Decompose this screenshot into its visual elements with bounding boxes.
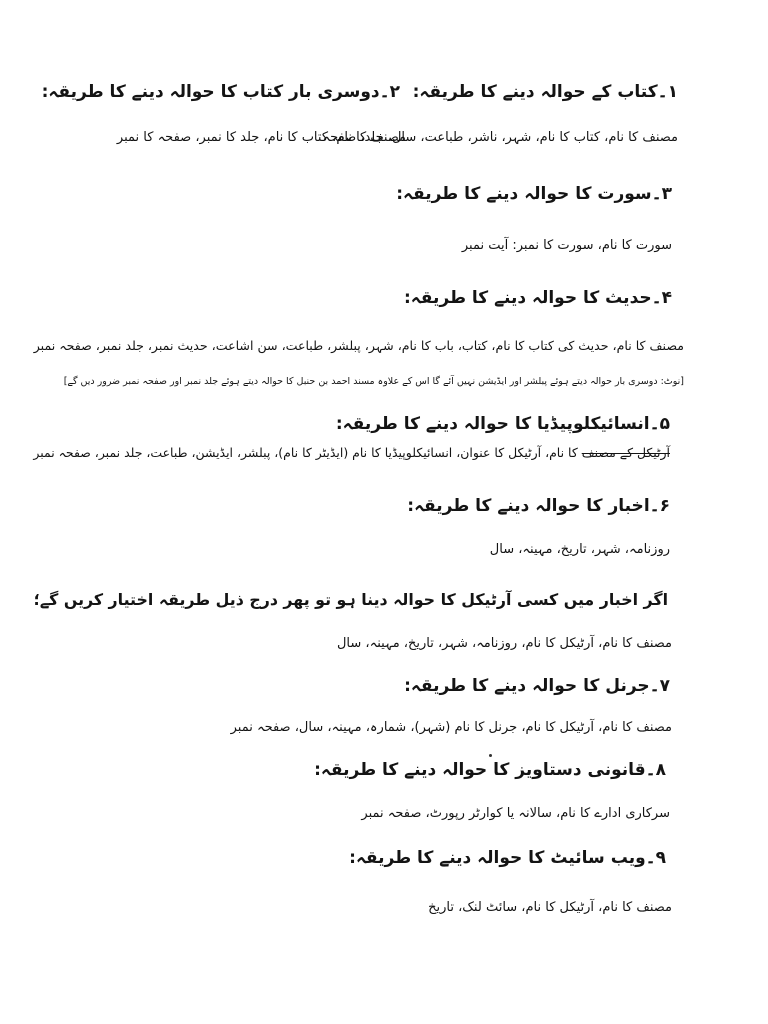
heading-hadith-citation: ۴۔حدیث کا حوالہ دینے کا طریقہ: (404, 288, 672, 308)
encyclopedia-citation-line (33, 446, 670, 461)
legal-document-citation-format: سرکاری ادارے کا نام، سالانہ یا کوارٹر رپورٹ، صفحہ نمبر (361, 806, 670, 821)
journal-citation-format: مصنف کا نام، آرٹیکل کا نام، جرنل کا نام (شہر)، شمارہ، مہینہ، سال، صفحہ نمبر (230, 720, 672, 735)
struck-text: آرٹیکل کے مصنف (581, 445, 670, 460)
encyclopedia-citation-format: کا نام، آرٹیکل کا عنوان، انسائیکلوپیڈیا کا نام (ایڈیٹر کا نام)، پبلشر، ایڈیشن، طباعت، جلد نمبر، صفحہ نمبر (33, 445, 578, 460)
heading-legal-document-citation: ۸۔قانونی دستاویز کا حوالہ دینے کا طریقہ: (314, 760, 666, 780)
heading-website-citation: ۹۔ویب سائیٹ کا حوالہ دینے کا طریقہ: (349, 848, 666, 868)
heading-journal-citation: ۷۔جرنل کا حوالہ دینے کا طریقہ: (404, 676, 670, 696)
book-citation-format: مصنف کا نام، کتاب کا نام، شہر، ناشر، طباعت، سال، جلد، صفحہ (322, 130, 678, 145)
hadith-note: [نوٹ: دوسری بار حوالہ دیتے ہوئے پبلشر اور ایڈیشن نہیں آئے گا اس کے علاوہ مسند احمد بن حنبل کا حوالہ دیتے ہوئے جلد نمبر اور صفحہ نمبر ضرور دیں گے] (63, 376, 684, 387)
heading-newspaper-citation: ۶۔اخبار کا حوالہ دینے کا طریقہ: (407, 496, 670, 516)
heading-book-citation: ۱۔کتاب کے حوالہ دینے کا طریقہ: (412, 82, 678, 102)
heading-encyclopedia-citation: ۵۔انسائیکلوپیڈیا کا حوالہ دینے کا طریقہ: (335, 414, 670, 434)
website-citation-format: مصنف کا نام، آرٹیکل کا نام، سائٹ لنک، تاریخ (428, 900, 672, 915)
heading-newspaper-article-citation: اگر اخبار میں کسی آرٹیکل کا حوالہ دینا ہو تو پھر درج ذیل طریقہ اختیار کریں گے؛ (33, 590, 668, 609)
heading-repeat-book-citation: ۲۔دوسری بار کتاب کا حوالہ دینے کا طریقہ: (41, 82, 400, 102)
newspaper-citation-format: روزنامہ، شہر، تاریخ، مہینہ، سال (489, 542, 670, 557)
newspaper-article-citation-format: مصنف کا نام، آرٹیکل کا نام، روزنامہ، شہر، تاریخ، مہینہ، سال (336, 636, 672, 651)
heading-surah-citation: ۳۔سورت کا حوالہ دینے کا طریقہ: (396, 184, 672, 204)
surah-citation-format: سورت کا نام، سورت کا نمبر: آیت نمبر (461, 238, 672, 253)
repeat-book-citation-format: مصنف کا نام، کتاب کا نام، جلد کا نمبر، صفحہ کا نمبر (116, 130, 406, 145)
ink-speck (489, 754, 492, 757)
hadith-citation-format: مصنف کا نام، حدیث کی کتاب کا نام، کتاب، باب کا نام، شہر، پبلشر، طباعت، سن اشاعت، حدیث نمبر، جلد نمبر، صفحہ نمبر (33, 338, 684, 353)
